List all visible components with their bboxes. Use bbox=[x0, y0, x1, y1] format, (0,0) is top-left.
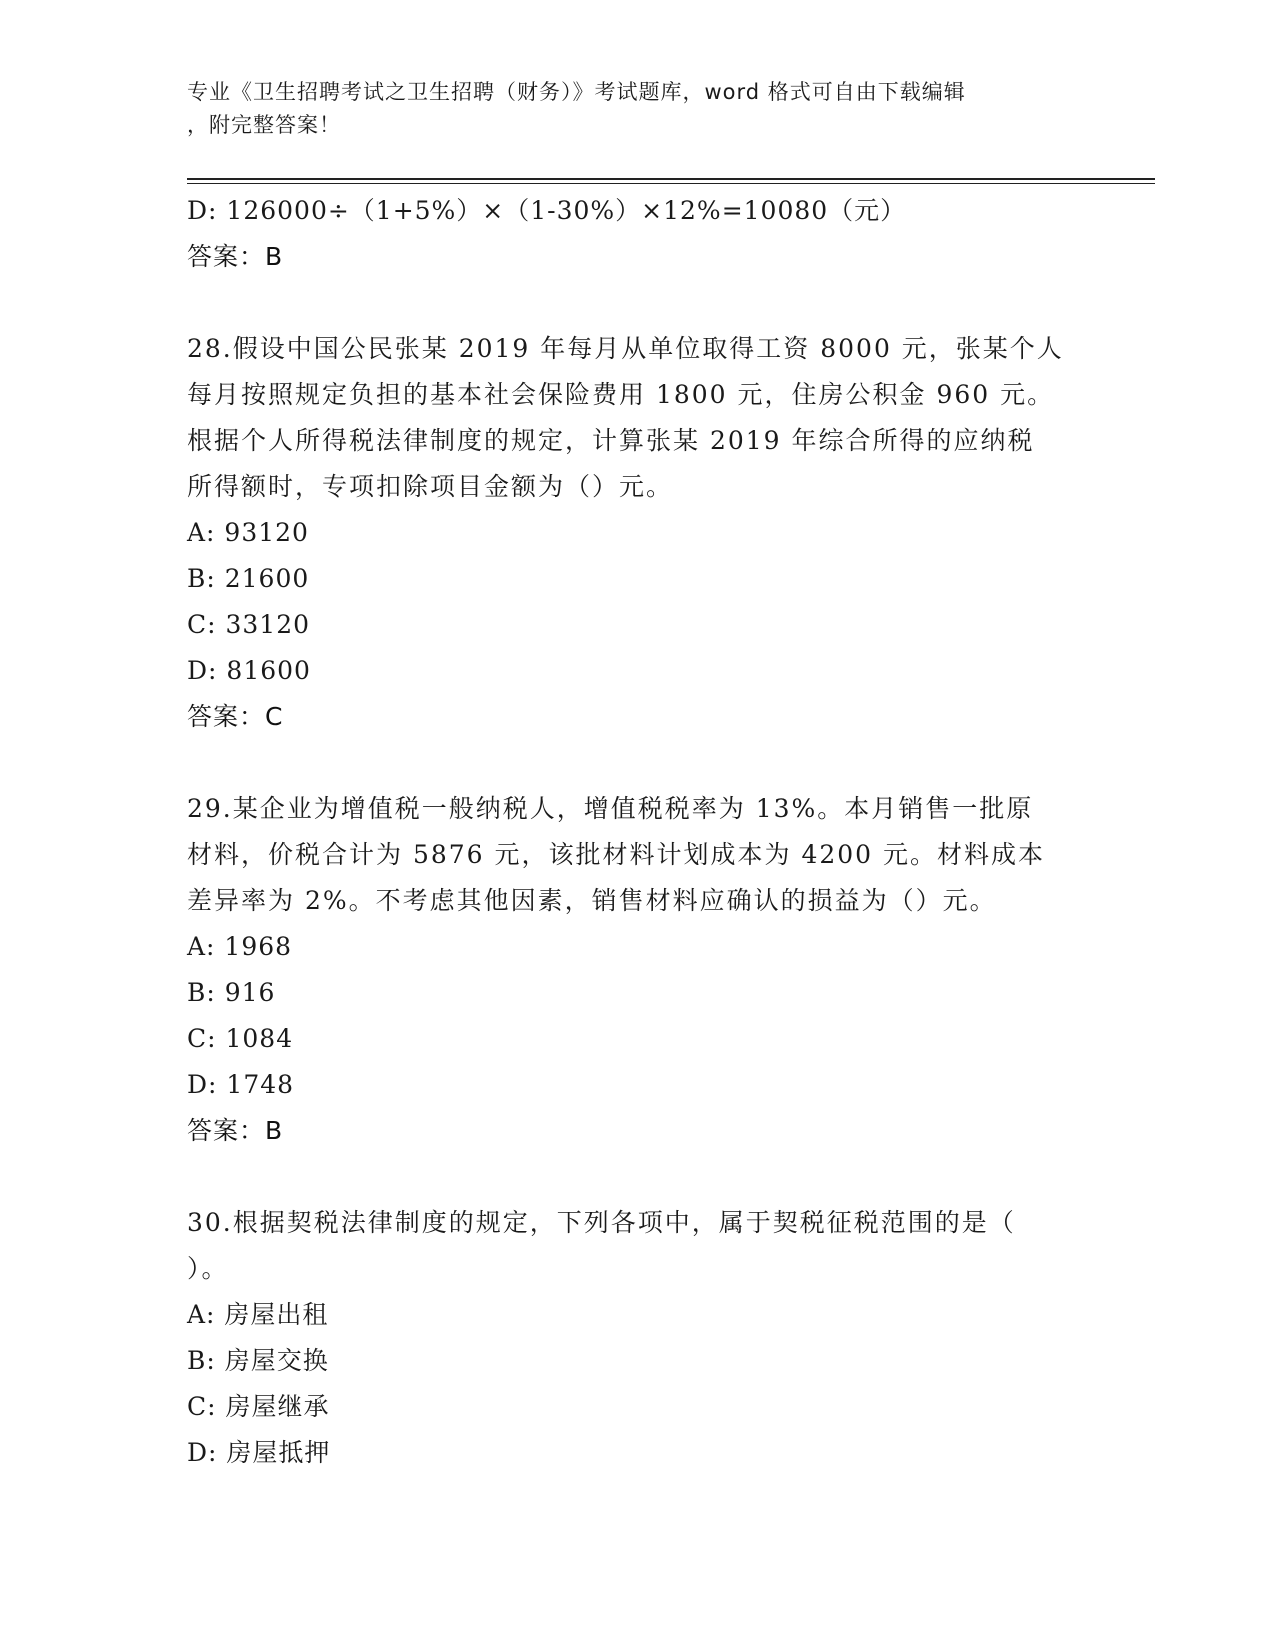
question-29 bbox=[187, 786, 1087, 1154]
question-line: 29.某企业为增值税一般纳税人，增值税税率为 13%。本月销售一批原 bbox=[187, 794, 1034, 823]
previous-question-tail bbox=[187, 188, 1087, 280]
question-28 bbox=[187, 326, 1087, 740]
option-d: D: 1748 bbox=[187, 1070, 295, 1099]
option-a: A: 1968 bbox=[187, 932, 293, 961]
document-header bbox=[187, 76, 1067, 142]
option-c: C: 房屋继承 bbox=[187, 1392, 330, 1421]
option-b: B: 21600 bbox=[187, 564, 310, 593]
answer-line: 答案：B bbox=[187, 1116, 284, 1145]
spacer bbox=[187, 740, 1087, 786]
option-c: C: 33120 bbox=[187, 610, 311, 639]
header-rule-thick bbox=[187, 178, 1155, 180]
option-b: B: 房屋交换 bbox=[187, 1346, 329, 1375]
option-b: B: 916 bbox=[187, 978, 276, 1007]
spacer bbox=[187, 1154, 1087, 1200]
option-a: A: 93120 bbox=[187, 518, 309, 547]
question-line: 根据个人所得税法律制度的规定，计算张某 2019 年综合所得的应纳税 bbox=[187, 426, 1035, 455]
question-line: 所得额时，专项扣除项目金额为（）元。 bbox=[187, 472, 674, 501]
question-line: 差异率为 2%。不考虑其他因素，销售材料应确认的损益为（）元。 bbox=[187, 886, 997, 915]
option-d: D: 81600 bbox=[187, 656, 311, 685]
header-line-2: ，附完整答案！ bbox=[187, 113, 341, 137]
question-line: 30.根据契税法律制度的规定，下列各项中，属于契税征税范围的是（ bbox=[187, 1208, 1016, 1237]
header-line-1: 专业《卫生招聘考试之卫生招聘（财务）》考试题库，word 格式可自由下载编辑 bbox=[187, 80, 966, 104]
question-line: 材料，价税合计为 5876 元，该批材料计划成本为 4200 元。材料成本 bbox=[187, 840, 1046, 869]
document-body bbox=[187, 188, 1087, 1476]
answer-line: 答案：C bbox=[187, 702, 284, 731]
question-line: 28.假设中国公民张某 2019 年每月从单位取得工资 8000 元，张某个人 bbox=[187, 334, 1064, 363]
answer-line: 答案：B bbox=[187, 242, 284, 271]
option-d: D: 126000÷（1+5%）×（1-30%）×12%=10080（元） bbox=[187, 196, 907, 225]
question-line: 每月按照规定负担的基本社会保险费用 1800 元，住房公积金 960 元。 bbox=[187, 380, 1055, 409]
header-rule-thin bbox=[187, 183, 1155, 184]
option-a: A: 房屋出租 bbox=[187, 1300, 329, 1329]
option-c: C: 1084 bbox=[187, 1024, 294, 1053]
question-line: ）。 bbox=[187, 1254, 229, 1283]
option-d: D: 房屋抵押 bbox=[187, 1438, 331, 1467]
question-text bbox=[187, 326, 1087, 510]
spacer bbox=[187, 280, 1087, 326]
question-text bbox=[187, 1200, 1087, 1292]
question-text bbox=[187, 786, 1087, 924]
question-30 bbox=[187, 1200, 1087, 1476]
